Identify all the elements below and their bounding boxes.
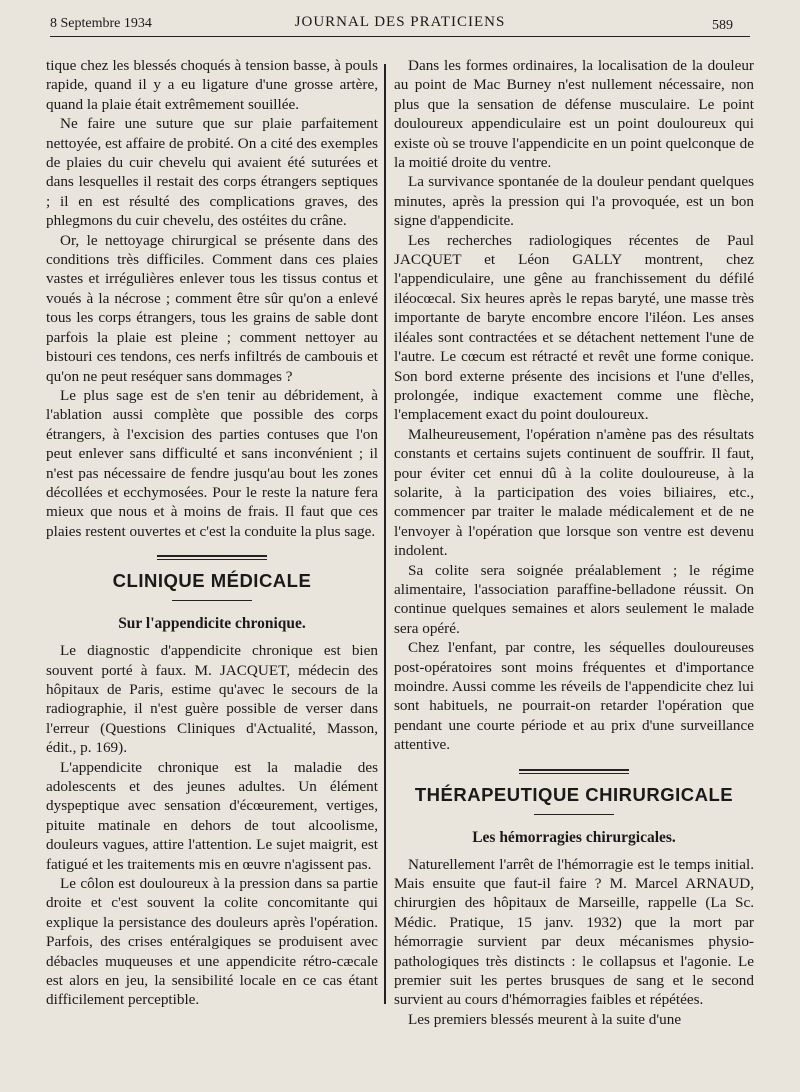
header-date: 8 Septembre 1934 (50, 16, 152, 31)
article-title-appendicite: Sur l'appendicite chronique. (118, 615, 306, 633)
paragraph: Le plus sage est de s'en tenir au débridement, à l'ablation aussi complète que possible des corps étrangers, à l'excision des parties contuses que l'on peut enlever sans difficulté et sans inconvénient ; il n'est pas nécessaire de fendre jusqu'au bout les zones décollées et ecchymosées. Pour le reste la nature fera mieux que nous et à moins de frais. Il faut que ces plaies restent ouvertes et c'est la conduite la plus sage. (46, 386, 378, 540)
paragraph: Or, le nettoyage chirurgical se présente dans des conditions très difficiles. Comment dans ces plaies vastes et irrégulières enlever tous les tissus contus et voués à la nécrose ; comment être sûr qu'on a enlevé tous les corps étrangers, tous les grains de sable dont parfois la plaie est pleine ; comment nettoyer au bistouri ces tendons, ces nerfs infiltrés de cambouis et qu'on ne peut reséquer sans dommages ? (46, 231, 378, 385)
paragraph: Dans les formes ordinaires, la localisation de la douleur au point de Mac Burney n'est nullement nécessaire, non plus que la sensation de défense musculaire. Le point douloureux appendiculaire est un point douloureux qui existe où se trouve l'appendicite en un point quelconque de la moitié droite du ventre. (394, 57, 754, 172)
paragraph: Sa colite sera soignée préalablement ; le régime alimentaire, l'association paraffine-belladone réussit. On continue quelques semaines et alors seulement le malade sera opéré. (394, 561, 754, 637)
paragraph: Naturellement l'arrêt de l'hémorragie est le temps initial. Mais ensuite que faut-il faire ? M. Marcel ARNAUD, chirurgien des hôpitaux de Marseille, rappelle (La Sc. Médic. Pratique, 15 janv. 1932) que la mort par hémorragie survient par deux mécanismes physio-pathologiques très distincts : le collapsus et l'agonie. Le premier suit les pertes brusques de sang et le second survient au cours d'hémorragies faibles et répétées. (394, 855, 754, 1009)
section-ornament (157, 555, 267, 560)
section-title-clinique: CLINIQUE MÉDICALE (112, 570, 312, 592)
section-rule (534, 814, 614, 815)
paragraph: Les premiers blessés meurent à la suite d'une (408, 1010, 682, 1028)
right-column (394, 56, 754, 1029)
header-rule (50, 36, 750, 37)
running-header (0, 12, 800, 38)
page-number: 589 (712, 18, 733, 33)
paragraph: L'appendicite chronique est la maladie des adolescents et des jeunes adultes. Un élément dyspeptique avec sensation d'écœurement, vertiges, pituite matinale en dehors de tout alcoolisme, douleurs vagues, attire l'attention. Le sujet maigrit, est fatigué et les traitements mis en œuvre n'agissent pas. (46, 758, 378, 873)
paragraph: Les recherches radiologiques récentes de Paul JACQUET et Léon GALLY montrent, chez l'appendiculaire, une gêne au franchissement du défilé iléocœcal. Six heures après le repas baryté, une masse très importante de baryte encombre encore l'iléon. Les anses iléales sont contractées et se détachent nettement l'une de l'autre. Le cœcum est rétracté et revêt une forme conique. Son bord externe présente des incisions et l'une d'elles, prolongée, indique exactement comme une flèche, l'emplacement exact du point douloureux. (394, 231, 754, 424)
paragraph: Malheureusement, l'opération n'amène pas des résultats constants et certains sujets continuent de souffrir. Il faut, pour éviter cet ennui dû à la colite douloureuse, à la solarite, à la participation des voies biliaires, etc., commencer par traiter le malade médicalement et de ne l'envoyer à l'opération que lorsque son ventre est devenu indolent. (394, 425, 754, 560)
left-column (46, 56, 378, 1010)
paragraph: Le diagnostic d'appendicite chronique est bien souvent porté à faux. M. JACQUET, médecin des hôpitaux de Paris, estime qu'avec le secours de la radiographie, il n'est guère possible de verser dans l'erreur (Questions Cliniques d'Actualité, Masson, édit., p. 169). (46, 642, 378, 757)
journal-title: JOURNAL DES PRATICIENS (294, 14, 506, 30)
paragraph: La survivance spontanée de la douleur pendant quelques minutes, après la pression qui l'a provoquée, est un bon signe d'appendicite. (394, 173, 754, 230)
column-divider (384, 64, 386, 1004)
paragraph: Le côlon est douloureux à la pression dans sa partie droite et c'est souvent la colite concomitante qui explique la persistance des douleurs après l'opération. Parfois, des crises entéralgiques se produisent avec débacles muqueuses et une appendicite rétro-cæcale est alors en jeu, la sensibilité locale en ce cas étant difficilement perceptible. (46, 875, 378, 1009)
section-title-therapeutique: THÉRAPEUTIQUE CHIRURGICALE (414, 783, 734, 805)
section-rule (172, 600, 252, 601)
section-ornament (519, 769, 629, 774)
paragraph: Chez l'enfant, par contre, les séquelles douloureuses post-opératoires sont moins fréquentes et d'importance moindre. Aussi comme les réveils de l'appendicite chez lui sont habituels, ne pourrait-on retarder l'opération que pendant une courte période et au prix d'une surveillance attentive. (394, 639, 754, 754)
article-title-hemorragies: Les hémorragies chirurgicales. (472, 828, 676, 846)
paragraph: tique chez les blessés choqués à tension basse, à pouls rapide, quand il y a eu ligature d'une grosse artère, quand la plaie était extrêmement souillée. (46, 57, 378, 113)
paragraph: Ne faire une suture que sur plaie parfaitement nettoyée, est affaire de probité. On a cité des exemples de plaies du cuir chevelu qui avaient été suturées et dans lesquelles il restait des corps étrangers septiques ; il en est résulté des complications graves, des phlegmons du cuir chevelu, des ostéites du crâne. (46, 115, 378, 230)
